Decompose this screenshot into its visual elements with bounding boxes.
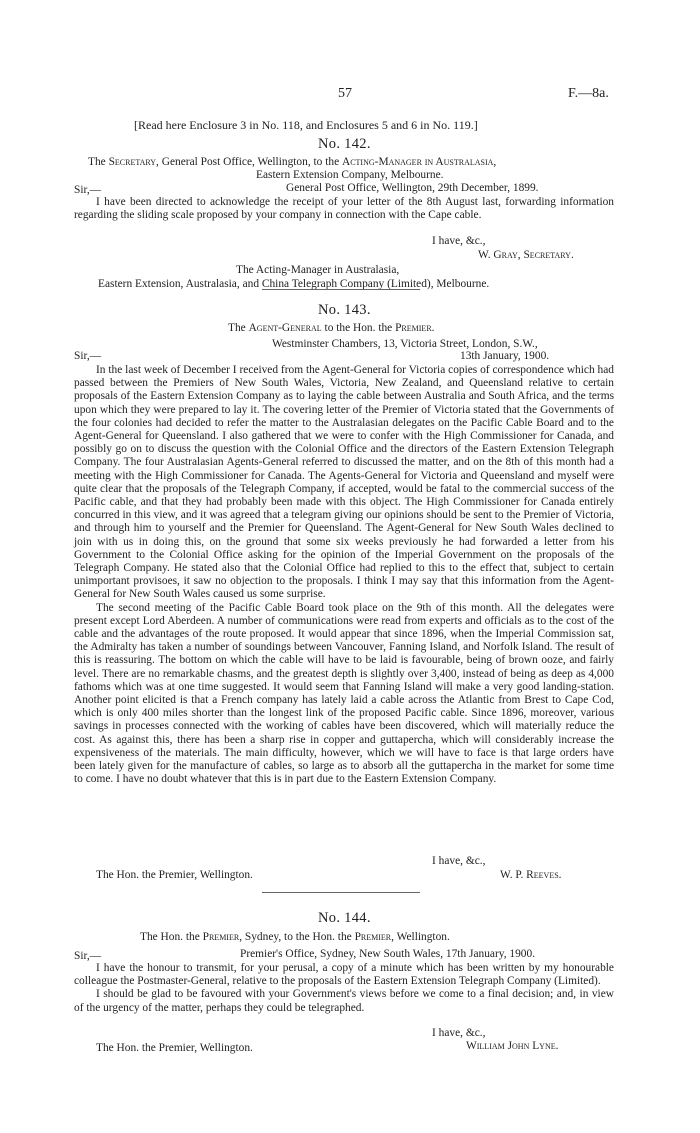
letter-144-paragraph: I should be glad to be favoured with your Government's views before we come to a final decision; and, in view of the urgency of the matter, perhaps they could be telegraphed. (74, 988, 614, 1014)
letter-143-number: No. 143. (318, 302, 371, 318)
letter-142-salutation: Sir,— (74, 184, 102, 196)
letter-142-recipient-line2: Eastern Extension, Australasia, and China Telegraph Company (Limited), Melbourne. (98, 278, 490, 290)
letter-144-paragraph: I have the honour to transmit, for your perusal, a copy of a minute which has been written by my honourable colleague the Postmaster-General, relative to the proposals of the Eastern Extension Telegraph Company (Limited). (74, 962, 614, 988)
letter-142-heading-line2: Eastern Extension Company, Melbourne. (256, 169, 444, 181)
letter-143-recipient: The Hon. the Premier, Wellington. (96, 869, 253, 881)
letter-143-heading: The Agent-General to the Hon. the Premier. (228, 322, 435, 334)
section-divider (262, 892, 420, 893)
letter-142-number: No. 142. (318, 136, 371, 152)
letter-143-paragraph: The second meeting of the Pacific Cable Board took place on the 9th of this month. All the delegates were present except Lord Aberdeen. A number of communications were read from experts and officials as to the cost of the cable and the advantages of the route proposed. It would appear that since 1896, when the Imperial Commission sat, the Admiralty has taken a number of soundings between Vancouver, Fanning Island, and Norfolk Island. The result of this is reassuring. The bottom on which the cable will have to be laid is favourable, being of brown ooze, and fairly level. There are no remarkable chasms, and the greatest depth is slightly over 3,400, instead of being as deep as 4,000 fathoms which was at one time suggested. It would seem that Fanning Island will make a very good landing-station. Another point elicited is that a French company has lately laid a cable across the Atlantic from Brest to Cape Cod, which is only 400 miles shorter than the longest link of the proposed Pacific cable. Since 1896, moreover, various savings in processes connected with the working of cables have been discovered, which will materially reduce the cost. As against this, there has been a sharp rise in copper and guttapercha, which will considerably increase the expensiveness of the materials. The main difficulty, however, which we will have to face is that large orders have been lately given for the manufacture of cables, so large as to absorb all the guttapercha in the market for some time to come. I have no doubt whatever that this is in part due to the Eastern Extension Company. (74, 601, 614, 786)
letter-142-paragraph: I have been directed to acknowledge the receipt of your letter of the 8th August last, forwarding information regarding the sliding scale proposed by your company in connection with the Cape cable. (74, 196, 614, 222)
letter-143-body (74, 364, 614, 787)
letter-143-salutation: Sir,— (74, 350, 102, 362)
letter-142-heading: The Secretary, General Post Office, Wellington, to the Acting-Manager in Australasia, (88, 156, 497, 168)
letter-144-number: No. 144. (318, 910, 371, 926)
letter-144-recipient: The Hon. the Premier, Wellington. (96, 1042, 253, 1054)
letter-142-closing: I have, &c., (432, 235, 486, 247)
letter-144-signature: William John Lyne. (466, 1040, 559, 1052)
letter-143-address: Westminster Chambers, 13, Victoria Street, London, S.W., (272, 338, 538, 350)
letter-144-closing: I have, &c., (432, 1027, 486, 1039)
letter-143-paragraph: In the last week of December I received from the Agent-General for Victoria copies of correspondence which had passed between the Premiers of New South Wales, Victoria, New Zealand, and Queensland relative to certain proposals of the Eastern Extension Company as to laying the cable between Australia and South Africa, and the terms upon which they were prepared to lay it. The covering letter of the Premier of Victoria stated that the Governments of the four colonies had decided to refer the matter to the Australasian delegates on the Pacific Cable Board and to the Agent-General for Queensland. I also gathered that we were to confer with the High Commissioner for Canada, and possibly go on to discuss the question with the Colonial Office and the directors of the Eastern Extension Telegraph Company. The four Australasian Agents-General referred to discussed the matter, and on the 8th of this month had a meeting with the High Commissioner for Canada. The Agents-General for Victoria and Queensland and myself were quite clear that the proposals of the Telegraph Company, if accepted, would be fatal to the commercial success of the Pacific cable, and that they had probably been made with this object. The High Commissioner for Canada entirely concurred in this view, and it was agreed that a telegram giving our opinions should be sent to the Premier of Victoria, and through him to yourself and the Premier for Queensland. The Agent-General for New South Wales declined to join with us in doing this, on the ground that some six weeks previously he had forwarded a letter from his Government to the Colonial Office asking for the opinion of the Imperial Government on the proposals of the Telegraph Company. He stated also that the Colonial Office had replied to this to the effect that, subject to certain unimportant provisoes, it saw no objection to the proposals. I think I may say that this information from the Agent-General for New South Wales caused us some surprise. (74, 364, 614, 601)
letter-142-signature: W. Gray, Secretary. (478, 249, 574, 261)
letter-144-body (74, 962, 614, 1015)
letter-142-address-date: General Post Office, Wellington, 29th December, 1899. (286, 182, 539, 194)
letter-143-closing: I have, &c., (432, 855, 486, 867)
letter-144-address-date: Premier's Office, Sydney, New South Wales, 17th January, 1900. (240, 948, 536, 960)
letter-143-date: 13th January, 1900. (460, 350, 550, 362)
letter-142-recipient: The Acting-Manager in Australasia, (236, 264, 400, 276)
letter-143-signature: W. P. Reeves. (500, 869, 562, 881)
page-number: 57 (338, 86, 352, 101)
letter-144-salutation: Sir,— (74, 950, 102, 962)
section-divider (262, 289, 420, 290)
document-reference: F.—8a. (568, 86, 609, 101)
letter-144-heading: The Hon. the Premier, Sydney, to the Hon. the Premier, Wellington. (140, 931, 450, 943)
enclosure-note: [Read here Enclosure 3 in No. 118, and Enclosures 5 and 6 in No. 119.] (134, 118, 478, 132)
letter-142-body (74, 196, 614, 222)
